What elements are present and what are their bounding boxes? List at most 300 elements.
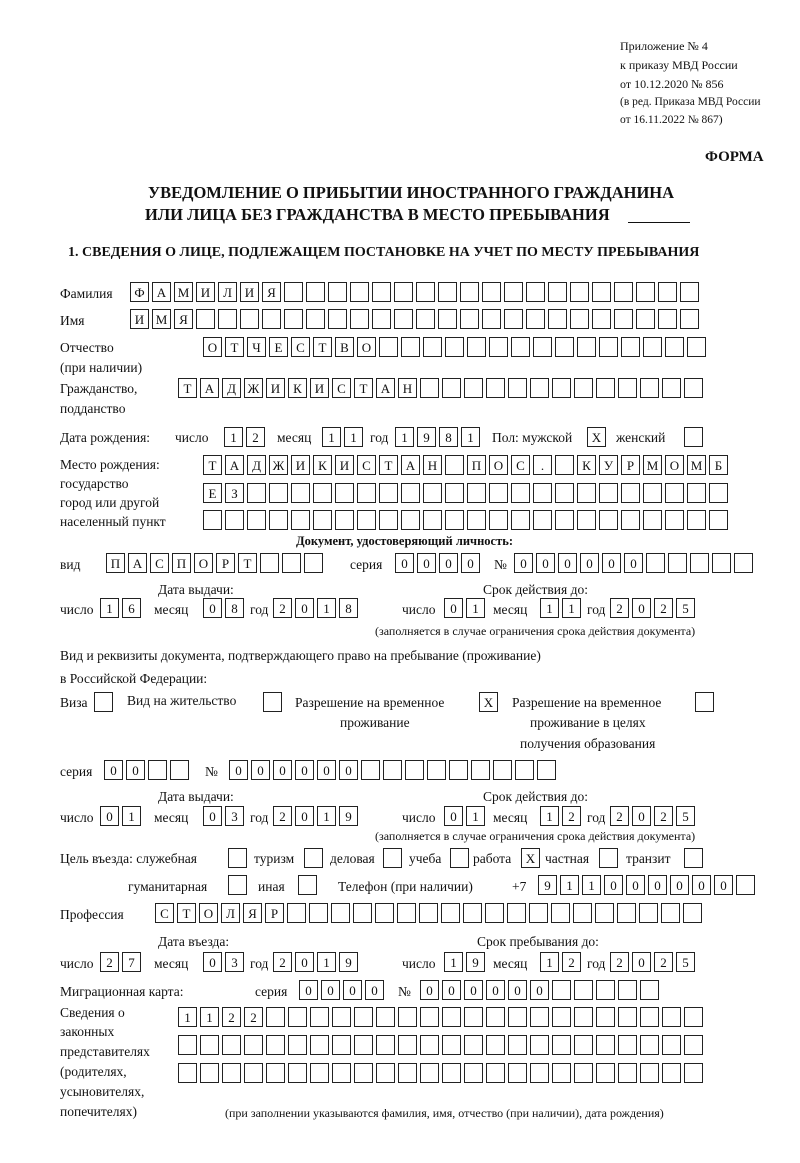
char-box[interactable]	[662, 1035, 681, 1055]
char-box[interactable]	[460, 309, 479, 329]
char-box[interactable]: И	[335, 455, 354, 475]
id-issue-year-field[interactable]	[273, 598, 358, 618]
char-box[interactable]: 0	[444, 598, 463, 618]
char-box[interactable]	[618, 1007, 637, 1027]
char-box[interactable]	[530, 1007, 549, 1027]
char-box[interactable]	[621, 337, 640, 357]
id-valid-month-field[interactable]	[540, 598, 581, 618]
char-box[interactable]: 0	[580, 553, 599, 573]
char-box[interactable]: А	[225, 455, 244, 475]
char-box[interactable]	[485, 903, 504, 923]
char-box[interactable]	[574, 1007, 593, 1027]
char-box[interactable]	[596, 378, 615, 398]
char-box[interactable]: Я	[174, 309, 193, 329]
char-box[interactable]	[658, 309, 677, 329]
char-box[interactable]	[684, 1007, 703, 1027]
id-number-field[interactable]	[514, 553, 753, 573]
purpose-other-checkbox[interactable]	[298, 875, 317, 895]
char-box[interactable]: 0	[632, 806, 651, 826]
citizenship-field[interactable]	[178, 378, 703, 398]
char-box[interactable]: М	[643, 455, 662, 475]
char-box[interactable]: 5	[676, 806, 695, 826]
char-box[interactable]	[665, 483, 684, 503]
char-box[interactable]: Т	[178, 378, 197, 398]
char-box[interactable]: 0	[439, 553, 458, 573]
char-box[interactable]: 1	[122, 806, 141, 826]
char-box[interactable]	[420, 1007, 439, 1027]
char-box[interactable]	[734, 553, 753, 573]
char-box[interactable]	[328, 309, 347, 329]
char-box[interactable]	[552, 1007, 571, 1027]
char-box[interactable]: 2	[246, 427, 265, 447]
char-box[interactable]	[662, 1063, 681, 1083]
char-box[interactable]	[405, 760, 424, 780]
char-box[interactable]: 1	[317, 806, 336, 826]
char-box[interactable]: 0	[104, 760, 123, 780]
char-box[interactable]	[442, 378, 461, 398]
char-box[interactable]	[680, 282, 699, 302]
char-box[interactable]	[298, 875, 317, 895]
char-box[interactable]	[398, 1063, 417, 1083]
char-box[interactable]: Т	[313, 337, 332, 357]
char-box[interactable]	[332, 1035, 351, 1055]
char-box[interactable]: 0	[486, 980, 505, 1000]
char-box[interactable]	[508, 378, 527, 398]
id-kind-field[interactable]	[106, 553, 323, 573]
char-box[interactable]	[736, 875, 755, 895]
char-box[interactable]: 0	[632, 598, 651, 618]
char-box[interactable]: У	[599, 455, 618, 475]
char-box[interactable]	[574, 980, 593, 1000]
id-issue-month-field[interactable]	[203, 598, 244, 618]
char-box[interactable]	[595, 903, 614, 923]
char-box[interactable]: 1	[344, 427, 363, 447]
char-box[interactable]: Т	[379, 455, 398, 475]
char-box[interactable]: А	[128, 553, 147, 573]
char-box[interactable]: 0	[299, 980, 318, 1000]
char-box[interactable]	[291, 510, 310, 530]
char-box[interactable]	[695, 692, 714, 712]
char-box[interactable]: 1	[562, 598, 581, 618]
char-box[interactable]	[592, 309, 611, 329]
char-box[interactable]: Р	[216, 553, 235, 573]
stay-issue-year-field[interactable]	[273, 806, 358, 826]
char-box[interactable]	[445, 483, 464, 503]
char-box[interactable]	[460, 282, 479, 302]
char-box[interactable]: 1	[444, 952, 463, 972]
char-box[interactable]	[552, 1035, 571, 1055]
char-box[interactable]: 0	[514, 553, 533, 573]
char-box[interactable]: 0	[203, 806, 222, 826]
char-box[interactable]: 1	[582, 875, 601, 895]
char-box[interactable]: Т	[238, 553, 257, 573]
char-box[interactable]	[148, 760, 167, 780]
char-box[interactable]: 0	[203, 952, 222, 972]
char-box[interactable]: 5	[676, 952, 695, 972]
char-box[interactable]	[423, 337, 442, 357]
char-box[interactable]	[646, 553, 665, 573]
char-box[interactable]	[570, 309, 589, 329]
char-box[interactable]	[690, 553, 709, 573]
char-box[interactable]	[442, 1007, 461, 1027]
char-box[interactable]: 1	[100, 598, 119, 618]
char-box[interactable]: 0	[602, 553, 621, 573]
stay-series-field[interactable]	[104, 760, 189, 780]
entry-day-field[interactable]	[100, 952, 141, 972]
char-box[interactable]: 0	[100, 806, 119, 826]
char-box[interactable]	[244, 1063, 263, 1083]
char-box[interactable]: 9	[339, 952, 358, 972]
char-box[interactable]: Д	[247, 455, 266, 475]
char-box[interactable]	[376, 1007, 395, 1027]
char-box[interactable]	[636, 309, 655, 329]
char-box[interactable]: 0	[229, 760, 248, 780]
char-box[interactable]	[200, 1063, 219, 1083]
char-box[interactable]: 6	[122, 598, 141, 618]
char-box[interactable]: М	[174, 282, 193, 302]
char-box[interactable]	[94, 692, 113, 712]
char-box[interactable]	[504, 282, 523, 302]
char-box[interactable]	[668, 553, 687, 573]
char-box[interactable]	[464, 1063, 483, 1083]
char-box[interactable]: В	[335, 337, 354, 357]
char-box[interactable]	[555, 510, 574, 530]
char-box[interactable]: С	[511, 455, 530, 475]
char-box[interactable]	[260, 553, 279, 573]
char-box[interactable]: 1	[540, 598, 559, 618]
char-box[interactable]: 0	[508, 980, 527, 1000]
visa-checkbox[interactable]	[94, 692, 113, 712]
char-box[interactable]: 2	[654, 806, 673, 826]
char-box[interactable]	[401, 337, 420, 357]
char-box[interactable]: 1	[317, 598, 336, 618]
char-box[interactable]	[687, 510, 706, 530]
char-box[interactable]	[507, 903, 526, 923]
char-box[interactable]	[269, 483, 288, 503]
char-box[interactable]	[353, 903, 372, 923]
char-box[interactable]	[398, 1035, 417, 1055]
char-box[interactable]	[555, 455, 574, 475]
char-box[interactable]	[643, 337, 662, 357]
char-box[interactable]: 0	[530, 980, 549, 1000]
char-box[interactable]: 0	[692, 875, 711, 895]
char-box[interactable]: 0	[339, 760, 358, 780]
char-box[interactable]	[445, 337, 464, 357]
char-box[interactable]	[618, 980, 637, 1000]
char-box[interactable]	[471, 760, 490, 780]
char-box[interactable]	[262, 309, 281, 329]
char-box[interactable]: 9	[339, 806, 358, 826]
char-box[interactable]	[665, 337, 684, 357]
char-box[interactable]	[640, 980, 659, 1000]
char-box[interactable]: 0	[317, 760, 336, 780]
char-box[interactable]	[310, 1007, 329, 1027]
char-box[interactable]: 0	[604, 875, 623, 895]
char-box[interactable]	[397, 903, 416, 923]
char-box[interactable]: А	[376, 378, 395, 398]
char-box[interactable]	[486, 1035, 505, 1055]
birth-place-line-2[interactable]	[203, 483, 728, 503]
char-box[interactable]: 0	[558, 553, 577, 573]
char-box[interactable]	[577, 483, 596, 503]
char-box[interactable]	[442, 1063, 461, 1083]
char-box[interactable]	[482, 309, 501, 329]
char-box[interactable]	[680, 309, 699, 329]
char-box[interactable]	[684, 427, 703, 447]
char-box[interactable]: К	[313, 455, 332, 475]
char-box[interactable]	[596, 1035, 615, 1055]
char-box[interactable]: 8	[225, 598, 244, 618]
char-box[interactable]: Ж	[269, 455, 288, 475]
entry-year-field[interactable]	[273, 952, 358, 972]
char-box[interactable]: 9	[466, 952, 485, 972]
id-valid-year-field[interactable]	[610, 598, 695, 618]
residence-permit-checkbox[interactable]	[263, 692, 282, 712]
char-box[interactable]	[375, 903, 394, 923]
char-box[interactable]	[687, 483, 706, 503]
char-box[interactable]	[200, 1035, 219, 1055]
char-box[interactable]	[574, 1035, 593, 1055]
char-box[interactable]: Я	[262, 282, 281, 302]
char-box[interactable]	[420, 378, 439, 398]
reps-line-3[interactable]	[178, 1063, 703, 1083]
char-box[interactable]	[464, 1035, 483, 1055]
char-box[interactable]: 0	[295, 760, 314, 780]
char-box[interactable]	[526, 309, 545, 329]
char-box[interactable]: 1	[466, 806, 485, 826]
char-box[interactable]: Т	[203, 455, 222, 475]
char-box[interactable]: Д	[222, 378, 241, 398]
purpose-tourism-checkbox[interactable]	[304, 848, 323, 868]
char-box[interactable]	[438, 309, 457, 329]
char-box[interactable]	[357, 483, 376, 503]
char-box[interactable]	[288, 1063, 307, 1083]
char-box[interactable]	[335, 483, 354, 503]
char-box[interactable]: 0	[273, 760, 292, 780]
char-box[interactable]	[618, 1063, 637, 1083]
char-box[interactable]	[398, 1007, 417, 1027]
char-box[interactable]	[486, 1007, 505, 1027]
char-box[interactable]	[383, 760, 402, 780]
char-box[interactable]: О	[199, 903, 218, 923]
char-box[interactable]: 2	[610, 598, 629, 618]
char-box[interactable]	[310, 1063, 329, 1083]
char-box[interactable]	[467, 510, 486, 530]
char-box[interactable]	[170, 760, 189, 780]
char-box[interactable]	[687, 337, 706, 357]
char-box[interactable]	[354, 1035, 373, 1055]
char-box[interactable]	[662, 378, 681, 398]
char-box[interactable]	[420, 1063, 439, 1083]
char-box[interactable]: 9	[538, 875, 557, 895]
male-checkbox[interactable]	[587, 427, 606, 447]
char-box[interactable]: 0	[343, 980, 362, 1000]
char-box[interactable]	[291, 483, 310, 503]
char-box[interactable]: И	[291, 455, 310, 475]
char-box[interactable]: Л	[221, 903, 240, 923]
purpose-transit-checkbox[interactable]	[684, 848, 703, 868]
char-box[interactable]: Ф	[130, 282, 149, 302]
char-box[interactable]	[489, 510, 508, 530]
char-box[interactable]	[394, 309, 413, 329]
char-box[interactable]	[416, 309, 435, 329]
char-box[interactable]: 5	[676, 598, 695, 618]
char-box[interactable]	[709, 510, 728, 530]
char-box[interactable]: С	[291, 337, 310, 357]
char-box[interactable]	[247, 483, 266, 503]
char-box[interactable]	[379, 337, 398, 357]
char-box[interactable]	[552, 980, 571, 1000]
char-box[interactable]	[489, 483, 508, 503]
char-box[interactable]: 1	[540, 952, 559, 972]
char-box[interactable]: Т	[354, 378, 373, 398]
char-box[interactable]: Т	[177, 903, 196, 923]
char-box[interactable]: О	[194, 553, 213, 573]
char-box[interactable]	[401, 483, 420, 503]
char-box[interactable]	[592, 282, 611, 302]
char-box[interactable]	[511, 510, 530, 530]
char-box[interactable]	[555, 337, 574, 357]
char-box[interactable]	[504, 309, 523, 329]
char-box[interactable]	[441, 903, 460, 923]
char-box[interactable]	[508, 1035, 527, 1055]
char-box[interactable]	[577, 510, 596, 530]
char-box[interactable]	[533, 510, 552, 530]
char-box[interactable]	[640, 1007, 659, 1027]
profession-field[interactable]	[155, 903, 702, 923]
char-box[interactable]	[552, 1063, 571, 1083]
char-box[interactable]	[636, 282, 655, 302]
char-box[interactable]: X	[521, 848, 540, 868]
char-box[interactable]	[228, 875, 247, 895]
char-box[interactable]	[684, 1035, 703, 1055]
char-box[interactable]: 2	[100, 952, 119, 972]
birth-place-line-3[interactable]	[203, 510, 728, 530]
char-box[interactable]	[350, 282, 369, 302]
char-box[interactable]: З	[225, 483, 244, 503]
char-box[interactable]	[222, 1063, 241, 1083]
char-box[interactable]	[548, 282, 567, 302]
char-box[interactable]: Е	[203, 483, 222, 503]
char-box[interactable]	[361, 760, 380, 780]
char-box[interactable]: 2	[562, 806, 581, 826]
char-box[interactable]: 0	[648, 875, 667, 895]
char-box[interactable]: А	[401, 455, 420, 475]
char-box[interactable]	[269, 510, 288, 530]
char-box[interactable]: 1	[200, 1007, 219, 1027]
id-valid-day-field[interactable]	[444, 598, 485, 618]
char-box[interactable]: 0	[670, 875, 689, 895]
until-year-field[interactable]	[610, 952, 695, 972]
char-box[interactable]	[537, 760, 556, 780]
birth-place-line-1[interactable]	[203, 455, 728, 475]
char-box[interactable]	[313, 510, 332, 530]
char-box[interactable]	[639, 903, 658, 923]
char-box[interactable]	[394, 282, 413, 302]
until-day-field[interactable]	[444, 952, 485, 972]
patronymic-field[interactable]	[203, 337, 706, 357]
char-box[interactable]	[533, 483, 552, 503]
migration-series-field[interactable]	[299, 980, 384, 1000]
char-box[interactable]: 0	[626, 875, 645, 895]
char-box[interactable]	[684, 1063, 703, 1083]
purpose-work-checkbox[interactable]	[521, 848, 540, 868]
stay-valid-year-field[interactable]	[610, 806, 695, 826]
purpose-private-checkbox[interactable]	[599, 848, 618, 868]
char-box[interactable]: 0	[295, 806, 314, 826]
char-box[interactable]: 0	[461, 553, 480, 573]
char-box[interactable]: 0	[420, 980, 439, 1000]
char-box[interactable]: Е	[269, 337, 288, 357]
char-box[interactable]: 0	[126, 760, 145, 780]
char-box[interactable]	[416, 282, 435, 302]
char-box[interactable]: 0	[624, 553, 643, 573]
name-field[interactable]	[130, 309, 699, 329]
char-box[interactable]	[266, 1035, 285, 1055]
char-box[interactable]	[683, 903, 702, 923]
char-box[interactable]	[357, 510, 376, 530]
char-box[interactable]: 3	[225, 952, 244, 972]
char-box[interactable]	[263, 692, 282, 712]
char-box[interactable]	[621, 510, 640, 530]
char-box[interactable]: X	[587, 427, 606, 447]
char-box[interactable]: 2	[273, 598, 292, 618]
char-box[interactable]: П	[467, 455, 486, 475]
char-box[interactable]	[420, 1035, 439, 1055]
char-box[interactable]: 0	[295, 598, 314, 618]
entry-month-field[interactable]	[203, 952, 244, 972]
char-box[interactable]	[449, 760, 468, 780]
char-box[interactable]: А	[200, 378, 219, 398]
char-box[interactable]	[445, 510, 464, 530]
char-box[interactable]	[310, 1035, 329, 1055]
char-box[interactable]	[596, 1007, 615, 1027]
char-box[interactable]: 2	[654, 598, 673, 618]
char-box[interactable]	[240, 309, 259, 329]
birth-month-field[interactable]	[322, 427, 363, 447]
char-box[interactable]	[684, 848, 703, 868]
char-box[interactable]	[464, 378, 483, 398]
char-box[interactable]	[288, 1035, 307, 1055]
char-box[interactable]: 2	[654, 952, 673, 972]
char-box[interactable]	[306, 309, 325, 329]
char-box[interactable]	[640, 1063, 659, 1083]
char-box[interactable]	[548, 309, 567, 329]
char-box[interactable]	[445, 455, 464, 475]
char-box[interactable]	[526, 282, 545, 302]
char-box[interactable]: Ж	[244, 378, 263, 398]
char-box[interactable]: 2	[244, 1007, 263, 1027]
char-box[interactable]: С	[332, 378, 351, 398]
char-box[interactable]	[486, 1063, 505, 1083]
char-box[interactable]: С	[155, 903, 174, 923]
char-box[interactable]	[228, 848, 247, 868]
char-box[interactable]	[529, 903, 548, 923]
char-box[interactable]	[287, 903, 306, 923]
char-box[interactable]: К	[288, 378, 307, 398]
char-box[interactable]: 3	[225, 806, 244, 826]
char-box[interactable]	[222, 1035, 241, 1055]
stay-valid-month-field[interactable]	[540, 806, 581, 826]
temp-residence-checkbox[interactable]	[479, 692, 498, 712]
char-box[interactable]	[573, 903, 592, 923]
char-box[interactable]: 0	[417, 553, 436, 573]
char-box[interactable]: 1	[322, 427, 341, 447]
surname-field[interactable]	[130, 282, 699, 302]
char-box[interactable]	[551, 903, 570, 923]
char-box[interactable]	[288, 1007, 307, 1027]
char-box[interactable]	[508, 1063, 527, 1083]
